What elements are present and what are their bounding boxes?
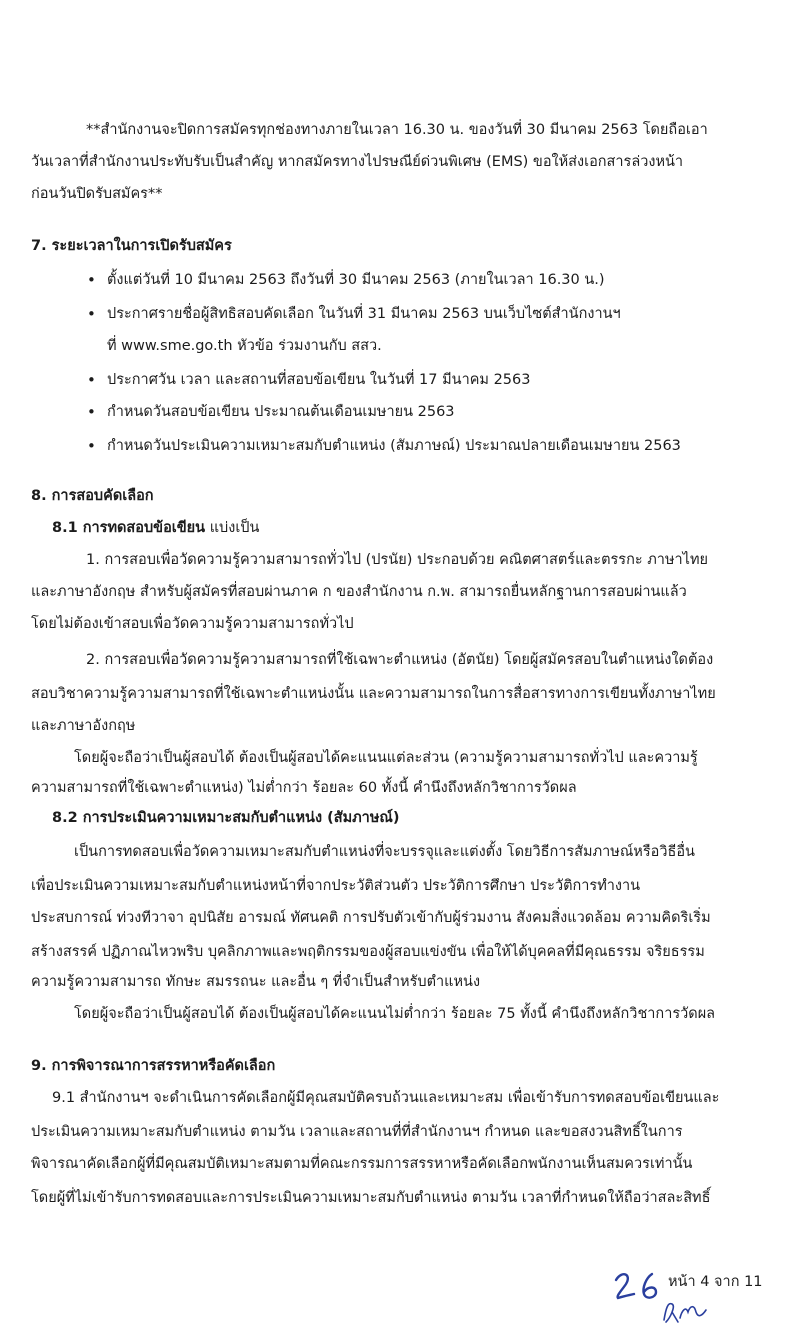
section-9-heading: 9. การพิจารณาการสรรหาหรือคัดเลือก bbox=[31, 1058, 276, 1074]
section-8-1-title-suffix: แบ่งเป็น bbox=[205, 520, 260, 536]
section-7-bullet-2: • ประกาศรายชื่อผู้สิทธิสอบคัดเลือก ในวันที่ 31 มีนาคม 2563 บนเว็บไซต์สำนักงานฯ bbox=[107, 304, 621, 324]
section-8-1-item-1-line-2: และภาษาอังกฤษ สำหรับผู้สมัครที่สอบผ่านภาค ก ของสำนักงาน ก.พ. สามารถยื่นหลักฐานการสอบผ่านแล้ว bbox=[31, 584, 687, 600]
section-8-1-pass-line-2: ความสามารถที่ใช้เฉพาะตำแหน่ง) ไม่ต่ำกว่า ร้อยละ 60 ทั้งนี้ คำนึงถึงหลักวิชาการวัดผล bbox=[31, 780, 577, 796]
section-8-2-para-line-4: สร้างสรรค์ ปฏิภาณไหวพริบ บุคลิกภาพและพฤติกรรมของผู้สอบแข่งขัน เพื่อให้ได้บุคคลที่มีคุณธรรม จริยธรรม bbox=[31, 944, 705, 960]
section-8-2-para-line-1: เป็นการทดสอบเพื่อวัดความเหมาะสมกับตำแหน่งที่จะบรรจุและแต่งตั้ง โดยวิธีการสัมภาษณ์หรือวิธีอื่น bbox=[74, 844, 695, 860]
section-9-1-line-4: โดยผู้ที่ไม่เข้ารับการทดสอบและการประเมินความเหมาะสมกับตำแหน่ง ตามวัน เวลาที่กำหนดให้ถือว่าสละสิทธิ์ bbox=[31, 1190, 711, 1206]
notice-line-2: วันเวลาที่สำนักงานประทับรับเป็นสำคัญ หากสมัครทางไปรษณีย์ด่วนพิเศษ (EMS) ขอให้ส่งเอกสารล่วงหน้า bbox=[31, 154, 684, 170]
section-7-bullet-1: • ตั้งแต่วันที่ 10 มีนาคม 2563 ถึงวันที่ 30 มีนาคม 2563 (ภายในเวลา 16.30 น.) bbox=[107, 270, 605, 290]
notice-line-1: **สำนักงานจะปิดการสมัครทุกช่องทางภายในเวลา 16.30 น. ของวันที่ 30 มีนาคม 2563 โดยถือเอา bbox=[86, 122, 708, 138]
section-8-1-title bbox=[52, 518, 259, 538]
section-8-1-item-1-line-1: 1. การสอบเพื่อวัดความรู้ความสามารถทั่วไป (ปรนัย) ประกอบด้วย คณิตศาสตร์และตรรกะ ภาษาไทย bbox=[86, 552, 708, 568]
section-8-1-item-2-line-2: สอบวิชาความรู้ความสามารถที่ใช้เฉพาะตำแหน่งนั้น และความสามารถในการสื่อสารทางการเขียนทั้งภาษาไทย bbox=[31, 686, 716, 702]
section-8-1-pass-line-1: โดยผู้จะถือว่าเป็นผู้สอบได้ ต้องเป็นผู้สอบได้คะแนนแต่ละส่วน (ความรู้ความสามารถทั่วไป และความรู้ bbox=[74, 750, 698, 766]
section-8-heading: 8. การสอบคัดเลือก bbox=[31, 488, 154, 504]
handwritten-initials bbox=[660, 1298, 710, 1326]
section-7-bullet-2-continued: ที่ www.sme.go.th หัวข้อ ร่วมงานกับ สสว. bbox=[107, 338, 382, 354]
section-9-1-line-3: พิจารณาคัดเลือกผู้ที่มีคุณสมบัติเหมาะสมตามที่คณะกรรมการสรรหาหรือคัดเลือกพนักงานเห็นสมควรเท่านั้น bbox=[31, 1156, 693, 1172]
section-7-bullet-3: • ประกาศวัน เวลา และสถานที่สอบข้อเขียน ในวันที่ 17 มีนาคม 2563 bbox=[107, 370, 531, 390]
page-number-label: หน้า 4 จาก 11 bbox=[668, 1274, 763, 1290]
section-8-2-pass-line: โดยผู้จะถือว่าเป็นผู้สอบได้ ต้องเป็นผู้สอบได้คะแนนไม่ต่ำกว่า ร้อยละ 75 ทั้งนี้ คำนึงถึงหลักวิชาการวัดผล bbox=[74, 1006, 716, 1022]
section-8-1-item-1-line-3: โดยไม่ต้องเข้าสอบเพื่อวัดความรู้ความสามารถทั่วไป bbox=[31, 616, 354, 632]
notice-line-3: ก่อนวันปิดรับสมัคร** bbox=[31, 186, 163, 202]
section-8-2-para-line-3: ประสบการณ์ ท่วงทีวาจา อุปนิสัย อารมณ์ ทัศนคติ การปรับตัวเข้ากับผู้ร่วมงาน สังคมสิ่งแวดล้อม ความคิดริเริ่ม bbox=[31, 910, 711, 926]
section-7-bullet-5: • กำหนดวันประเมินความเหมาะสมกับตำแหน่ง (สัมภาษณ์) ประมาณปลายเดือนเมษายน 2563 bbox=[107, 436, 681, 456]
section-8-1-item-2-line-1: 2. การสอบเพื่อวัดความรู้ความสามารถที่ใช้เฉพาะตำแหน่ง (อัตนัย) โดยผู้สมัครสอบในตำแหน่งใดต้อง bbox=[86, 652, 714, 668]
section-8-2-title: 8.2 การประเมินความเหมาะสมกับตำแหน่ง (สัมภาษณ์) bbox=[52, 810, 400, 826]
section-8-1-item-2-line-3: และภาษาอังกฤษ bbox=[31, 718, 136, 734]
section-8-1-title-text: 8.1 การทดสอบข้อเขียน bbox=[52, 520, 206, 536]
section-7-heading: 7. ระยะเวลาในการเปิดรับสมัคร bbox=[31, 238, 232, 254]
section-9-1-line-1: 9.1 สำนักงานฯ จะดำเนินการคัดเลือกผู้มีคุณสมบัติครบถ้วนและเหมาะสม เพื่อเข้ารับการทดสอบข้อเขียนและ bbox=[52, 1090, 720, 1106]
section-7-bullet-4: • กำหนดวันสอบข้อเขียน ประมาณต้นเดือนเมษายน 2563 bbox=[107, 402, 455, 422]
section-9-1-line-2: ประเมินความเหมาะสมกับตำแหน่ง ตามวัน เวลาและสถานที่ที่สำนักงานฯ กำหนด และขอสงวนสิทธิ์ในการ bbox=[31, 1124, 683, 1140]
section-8-2-para-line-2: เพื่อประเมินความเหมาะสมกับตำแหน่งหน้าที่จากประวัติส่วนตัว ประวัติการศึกษา ประวัติการทำงาน bbox=[31, 878, 641, 894]
section-8-2-para-line-5: ความรู้ความสามารถ ทักษะ สมรรถนะ และอื่น ๆ ที่จำเป็นสำหรับตำแหน่ง bbox=[31, 974, 481, 990]
